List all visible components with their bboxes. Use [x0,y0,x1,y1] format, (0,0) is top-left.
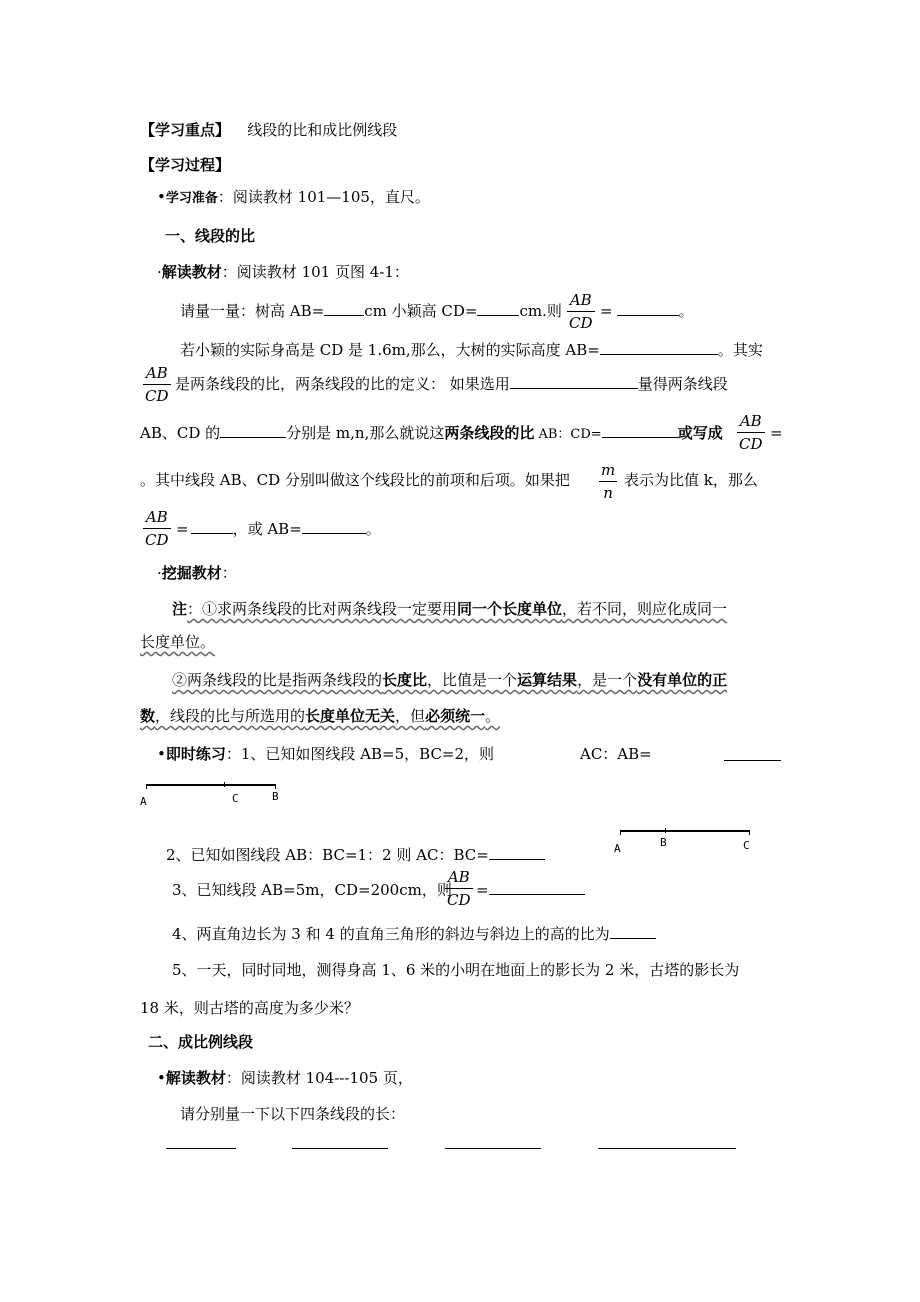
dig-line: ·挖掘教材： [157,564,237,582]
focus-text: 线段的比和成比例线段 [247,121,398,139]
label-c: C [743,839,750,852]
process-heading: 【学习过程】 [140,156,231,174]
label-a: A [140,795,147,808]
bullet: • [157,188,166,206]
ab-expr-blank[interactable] [302,519,366,534]
section2-title: 二、成比例线段 [148,1033,254,1051]
segment-ab [146,784,276,786]
label-b: B [660,836,667,849]
practice-q1: •即时练习：1、已知如图线段 AB=5，BC=2，则 [157,745,495,763]
ab-blank[interactable] [324,301,364,316]
fraction-ab-cd: $\frac{AB}{CD}$ [145,364,169,405]
measure-four-lines: 请分别量一下以下四条线段的长： [180,1105,406,1123]
note-line-1b: 长度单位。 [140,633,216,651]
length-blank[interactable] [220,423,286,438]
note-line-2: ②两条线段的比是指两条线段的长度比，比值是一个运算结果，是一个没有单位的正 [172,671,728,689]
k-blank[interactable] [191,519,233,534]
q1-answer-blank[interactable] [724,760,781,761]
label-b: B [272,790,279,803]
q1-answer-label: AC：AB= [580,745,652,763]
note-line-3: 数，线段的比与所选用的长度单位无关，但必须统一。 [140,707,501,725]
segment-1 [166,1148,236,1149]
segment-ac [620,830,750,832]
practice-q3: 3、已知线段 AB=5m，CD=200cm，则 [172,881,452,899]
tick-a [620,830,621,835]
tick-c [749,830,750,835]
fraction-ab-cd: $\frac{AB}{CD}$ [569,291,593,332]
actual-line: 若小颖的实际身高是 CD 是 1.6m,那么，大树的实际高度 AB= 。其实 [180,341,763,359]
segment-2 [292,1148,388,1149]
q3-blank[interactable] [489,880,585,895]
note-line-1: 注：①求两条线段的比对两条线段一定要用同一个长度单位，若不同，则应化成同一 [172,600,728,618]
ratio-blank[interactable] [617,301,679,316]
terms-line: 。其中线段 AB、CD 分别叫做这个线段比的前项和后项。如果把 [140,471,570,489]
cd-blank[interactable] [477,301,519,316]
practice-q4: 4、两直角边长为 3 和 4 的直角三角形的斜边与斜边上的高的比为 [172,924,656,944]
prep-line: •学习准备：阅读教材 101—105，直尺。 [157,188,430,206]
fraction-ab-cd: $\frac{AB}{CD}$ [447,868,471,909]
fraction-ab-cd: $\frac{AB}{CD}$ [739,412,763,453]
dig-label: 挖掘教材 [161,564,222,582]
measure-line: 请量一量：树高 AB= cm 小颖高 CD= cm.则 [180,302,562,320]
read-text: ：阅读教材 101 页图 4-1： [221,263,409,281]
label-a: A [614,842,621,855]
focus-heading [140,120,397,140]
q4-blank[interactable] [610,924,656,939]
actual-ab-blank[interactable] [600,340,718,355]
fraction-m-n: $\frac{m}{n}$ [601,461,616,502]
prep-label: 学习准备 [165,191,218,206]
section1-title: 一、线段的比 [165,227,256,245]
tick-a [146,784,147,789]
k-line: = ，或 AB= 。 [176,520,381,538]
practice-label: 即时练习 [165,745,226,763]
read-line-1 [157,262,409,282]
q2-blank[interactable] [489,845,545,860]
fraction-ab-cd: $\frac{AB}{CD}$ [145,508,169,549]
definition-line: 是两条线段的比，两条线段的比的定义： 如果选用 量得两条线段 [175,375,728,393]
tick-b [665,828,666,833]
tick-c [224,782,225,787]
focus-tag: 【学习重点】 [140,121,231,139]
segment-3 [445,1148,541,1149]
prep-text: 阅读教材 101—105，直尺。 [232,188,430,206]
tick-b [275,784,276,789]
unit-blank[interactable] [510,374,638,389]
read-label: 解读教材 [161,263,222,281]
read-line-2: •解读教材：阅读教材 104---105 页， [157,1069,413,1087]
practice-q2: 2、已知如图线段 AB：BC=1：2 则 AC：BC= [166,845,545,865]
definition-line-2: AB、CD 的 分别是 m,n,那么就说这两条线段的比 AB：CD= 或写成 [140,424,723,442]
label-c: C [232,792,239,805]
ratio-colon-blank[interactable] [602,423,678,438]
dot: · [157,263,162,281]
practice-q5b: 18 米，则古塔的高度为多少米？ [140,999,359,1017]
practice-q5: 5、一天，同时同地，测得身高 1、6 米的小明在地面上的影长为 2 米，古塔的影长为 [172,961,740,979]
segment-4 [598,1148,736,1149]
